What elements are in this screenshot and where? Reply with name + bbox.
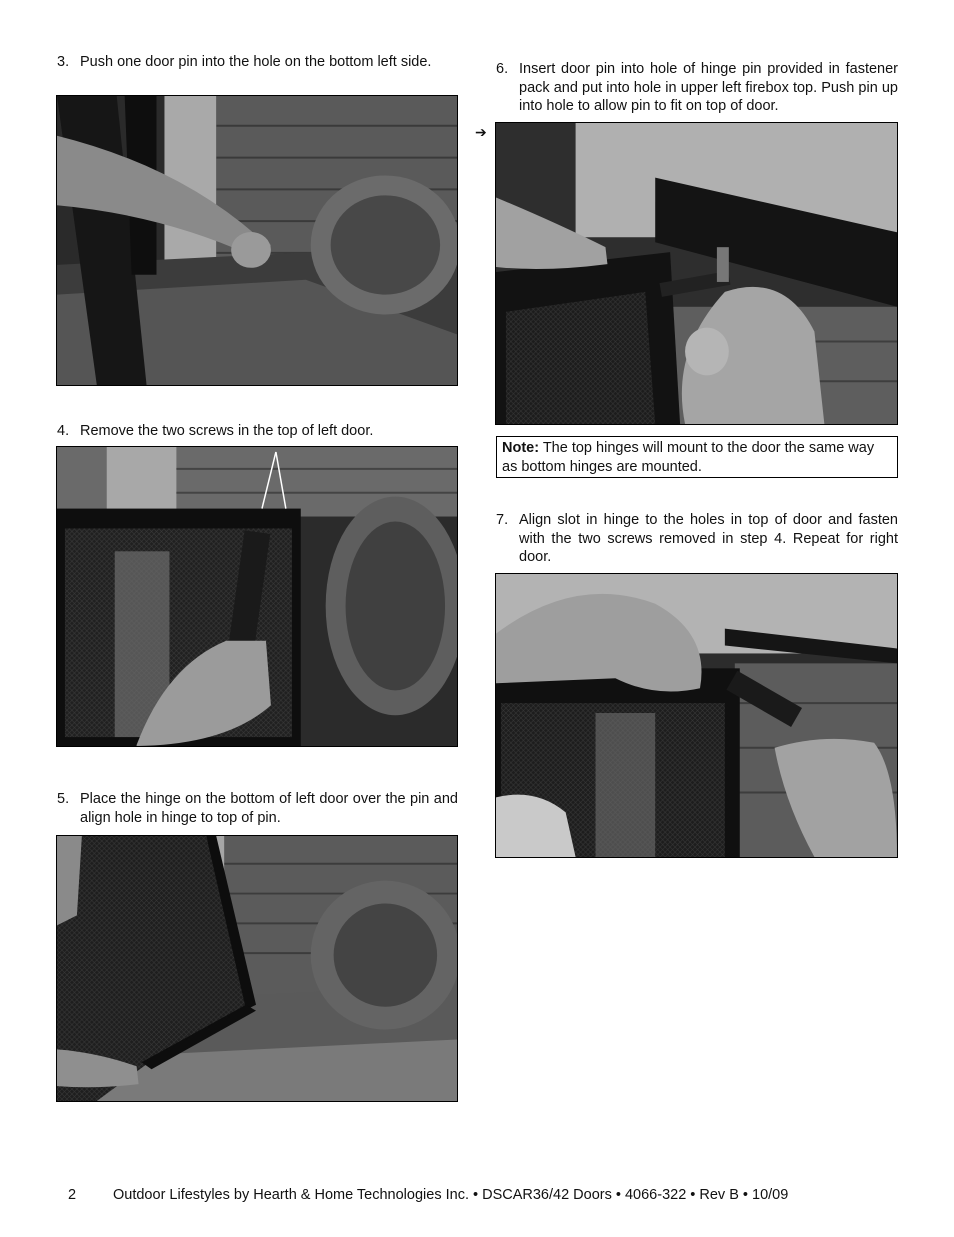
step-number: 7. [496,512,509,528]
photo-step-4 [56,446,458,747]
step-text: Remove the two screws in the top of left door. [80,423,374,439]
step-number: 3. [57,54,70,70]
step-number: 4. [57,423,70,439]
photo-step-6 [495,122,898,425]
step-text: Insert door pin into hole of hinge pin provided in fastener pack and put into hole in upper left firebox top. Push pin up into hole to allow pin to fit on top of door. [519,61,898,114]
page-footer [68,1186,788,1204]
step-4 [57,422,458,441]
note-text: The top hinges will mount to the door the same way as bottom hinges are mounted. [502,440,875,475]
step-text: Place the hinge on the bottom of left door over the pin and align hole in hinge to top of pin. [80,791,458,826]
step-number: 6. [496,61,509,77]
page-number: 2 [68,1187,77,1203]
arrow-icon: ➔ [475,124,487,140]
step-text: Align slot in hinge to the holes in top of door and fasten with the two screws removed in step 4. Repeat for right door. [519,512,898,565]
note-label: Note: [502,440,540,456]
step-6 [496,60,898,116]
photo-step-3 [56,95,458,386]
footer-text: Outdoor Lifestyles by Hearth & Home Technologies Inc. • DSCAR36/42 Doors • 4066-322 • Rev B • 10/09 [113,1187,789,1203]
note-box [496,436,898,478]
step-text: Push one door pin into the hole on the bottom left side. [80,54,432,70]
step-5 [57,790,458,827]
photo-step-7 [495,573,898,858]
step-number: 5. [57,791,70,807]
photo-step-5 [56,835,458,1102]
step-7 [496,511,898,567]
step-3 [57,53,458,72]
